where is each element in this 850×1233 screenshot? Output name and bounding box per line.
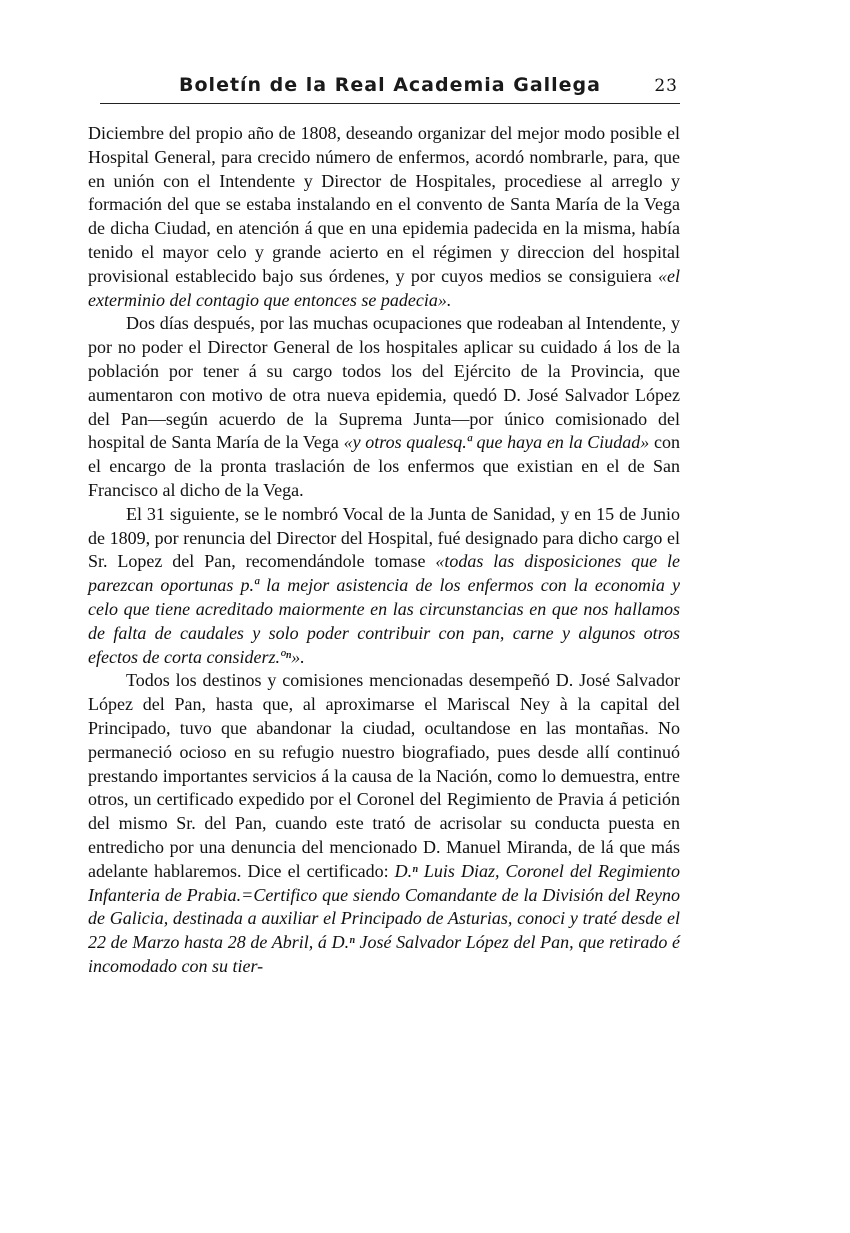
page-number: 23 xyxy=(654,76,678,96)
text-run: Diciembre del propio año de 1808, deseando organizar del mejor modo posible el Hospital General, para crecido número de enfermos, acordó nombrarle, para, que en unión con el Intendente y Director de Hospitales, procediese al arreglo y formación del que se estaba instalando en el convento de Santa María de la Vega de dicha Ciudad, en atención á que en una epidemia padecida en la misma, había tenido el mayor celo y grande acierto en el régimen y direccion del hospital provisional establecido bajo sus órdenes, y por cuyos medios se consiguiera xyxy=(88,123,680,286)
paragraph xyxy=(88,503,680,670)
italic-quote: «el exterminio del contagio que entonces se padecia». xyxy=(88,265,680,310)
italic-quote: «y otros qualesq.ª que haya en la Ciudad» xyxy=(343,432,650,453)
paragraph xyxy=(88,312,680,502)
text-run: Todos los destinos y comisiones mencionadas desempeñó D. José Salvador López del Pan, hasta que, al aproximarse el Mariscal Ney à la capital del Principado, tuvo que abandonar la ciudad, ocultandose en las montañas. No permaneció ocioso en su refugio nuestro biografiado, pues desde allí continuó prestando importantes servicios á la causa de la Nación, como lo demuestra, entre otros, un certificado expedido por el Coronel del Regimiento de Pravia á petición del mismo Sr. del Pan, cuando este trató de acrisolar su conducta puesta en entredicho por una denuncia del mencionado D. Manuel Miranda, de lá que más adelante hablaremos. Dice el certificado: xyxy=(88,670,680,881)
page-header xyxy=(100,74,680,106)
paragraph xyxy=(88,669,680,978)
italic-quote: «todas las disposiciones que le parezcan oportunas p.ª la mejor asistencia de los enfermos con la economia y celo que tiene acreditado maiormente en las circunstancias en que nos hallamos de falta de caudales y solo poder contribuir con pan, carne y algunos otros efectos de corta considerz.ºⁿ». xyxy=(88,551,680,667)
journal-title: Boletín de la Real Academia Gallega xyxy=(179,74,601,96)
text-run: El 31 siguiente, se le nombró Vocal de la Junta de Sanidad, y en 15 de Junio de 1809, por renuncia del Director del Hospital, fué designado para dicho cargo el Sr. Lopez del Pan, recomendándole tomase xyxy=(88,503,680,572)
italic-quote: D.ⁿ Luis Diaz, Coronel del Regimiento Infanteria de Prabia.=Certifico que siendo Comandante de la División del Reyno de Galicia, destinada a auxiliar el Principado de Asturias, conoci y traté desde el 22 de Marzo hasta 28 de Abril, á D.ⁿ José Salvador López del Pan, que retirado é incomodado con su tier- xyxy=(88,860,680,976)
body-text xyxy=(88,122,680,979)
text-run: con el encargo de la pronta traslación de los enfermos que existian en el de San Francisco al dicho de la Vega. xyxy=(88,432,680,500)
header-rule xyxy=(100,103,680,104)
paragraph xyxy=(88,122,680,312)
text-run: Dos días después, por las muchas ocupaciones que rodeaban al Intendente, y por no poder el Director General de los hospitales aplicar su cuidado á los de la población por tener á su cargo todos los del Ejército de la Provincia, que aumentaron con motivo de otra nueva epidemia, quedó D. José Salvador López del Pan—según acuerdo de la Suprema Junta—por único comisionado del hospital de Santa María de la Vega xyxy=(88,313,680,453)
